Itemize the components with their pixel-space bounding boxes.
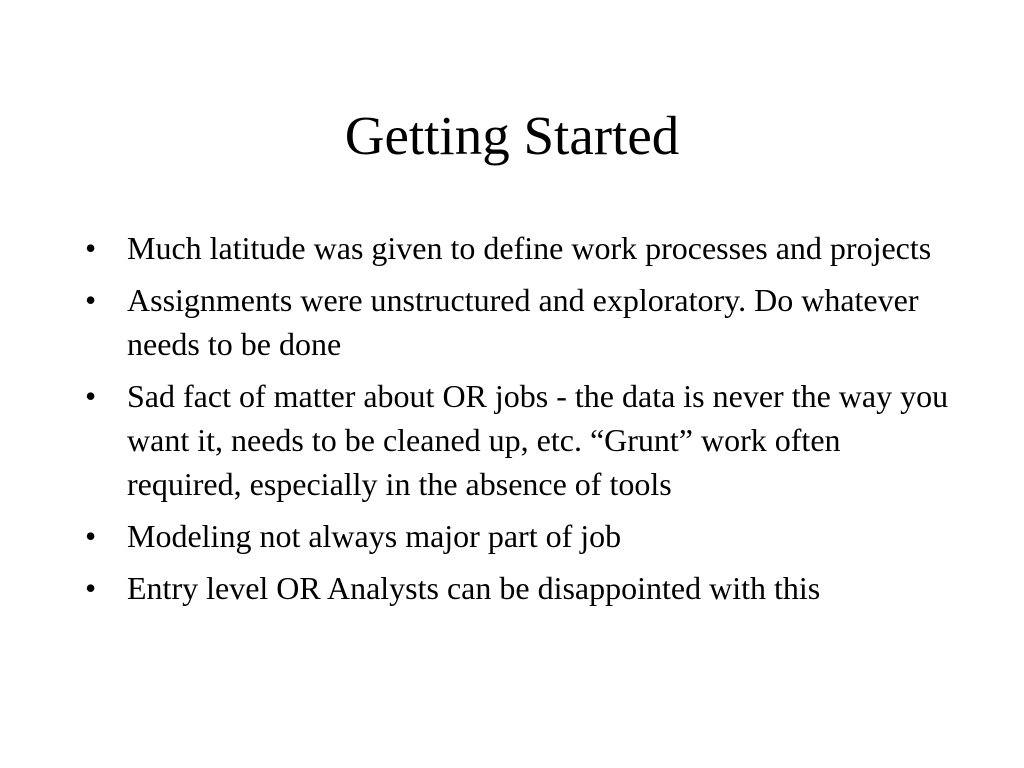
bullet-marker: • — [85, 378, 97, 414]
bullet-list — [85, 226, 955, 618]
bullet-item — [85, 566, 955, 610]
bullet-marker: • — [85, 570, 97, 606]
bullet-text: Assignments were unstructured and exploratory. Do whatever needs to be done — [127, 282, 919, 362]
bullet-text: Much latitude was given to define work processes and projects — [127, 230, 932, 266]
bullet-item — [85, 226, 955, 270]
bullet-item — [85, 514, 955, 558]
bullet-marker: • — [85, 518, 97, 554]
bullet-marker: • — [85, 282, 97, 318]
bullet-marker: • — [85, 230, 97, 266]
bullet-text: Sad fact of matter about OR jobs - the data is never the way you want it, needs to be cleaned up, etc. “Grunt” work often required, especially in the absence of tools — [127, 378, 949, 502]
slide-title: Getting Started — [344, 105, 680, 166]
bullet-text: Modeling not always major part of job — [127, 518, 622, 554]
bullet-item — [85, 278, 955, 366]
bullet-item — [85, 374, 955, 506]
bullet-text: Entry level OR Analysts can be disappointed with this — [127, 570, 821, 606]
